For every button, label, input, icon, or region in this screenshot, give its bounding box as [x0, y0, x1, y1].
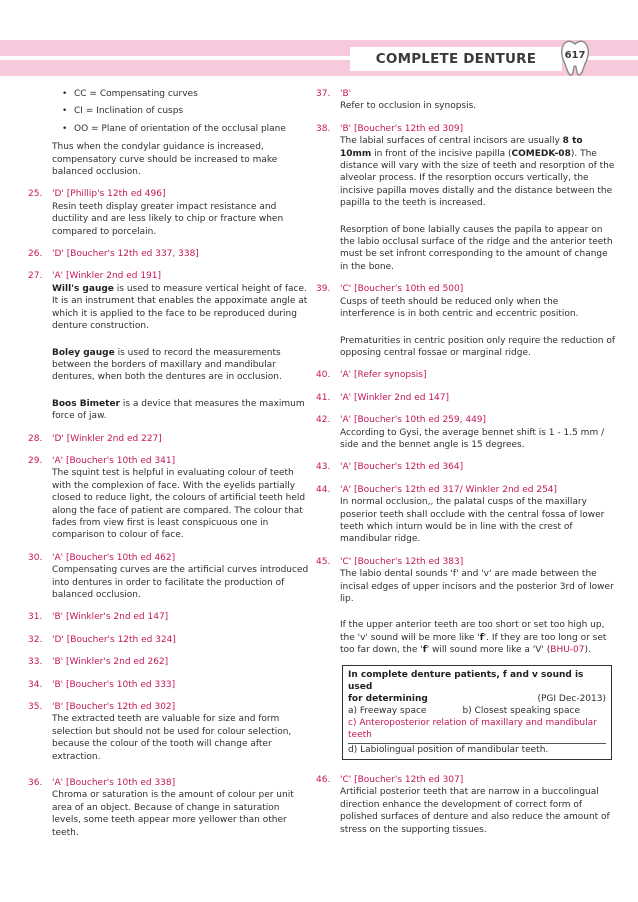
answer-explanation: Resorption of bone labially causes the papila to appear on the labio occlusal surface of the ridge and the anterior teeth must be set infront corresponding to the amount of change in the bone. [340, 224, 613, 272]
answer-reference: [Boucher's 10th ed 259, 449] [353, 415, 487, 426]
chapter-title-box [350, 47, 562, 71]
answer-number: 25. [28, 189, 43, 200]
answer-number: 26. [28, 249, 43, 260]
sound-letter: f [422, 645, 427, 656]
term-definition: is a device that measures the maximum force of jaw. [52, 398, 305, 422]
chapter-title: COMPLETE DENTURE [375, 51, 537, 67]
answer-38 [316, 123, 616, 273]
answer-number: 30. [28, 552, 43, 563]
text-run: ' will sound more like a ' [426, 645, 536, 656]
answer-number: 41. [316, 392, 331, 403]
answer-reference: [Boucher's 12th ed 302] [66, 702, 176, 713]
question-title: for determining [348, 693, 428, 704]
option-a: a) Freeway space [348, 706, 427, 717]
bullet-item: • CC = Compensating curves [62, 88, 310, 100]
answer-41 [316, 392, 616, 404]
answer-44 [316, 484, 616, 546]
answer-37 [316, 88, 616, 113]
answer-32 [28, 634, 310, 646]
answer-reference: [Winkler 2nd ed 191] [65, 271, 162, 282]
answer-explanation: According to Gysi, the average bennet shift is 1 - 1.5 mm / side and the bennet angle is 15 degrees. [340, 427, 605, 450]
answer-option: 'A' [340, 392, 352, 403]
answer-option: 'B' [340, 123, 352, 134]
bullet-list [28, 88, 310, 135]
term-definition: is used to record the measurements between the borders of maxillary and mandibular dentures, when both the dentures are in occlusion. [52, 347, 282, 383]
answer-27 [28, 270, 310, 422]
answer-option: 'A' [52, 778, 64, 789]
answer-number: 28. [28, 433, 43, 444]
answer-option: 'C' [340, 556, 352, 567]
answer-40 [316, 369, 616, 381]
answer-34 [28, 679, 310, 691]
page-number: 617 [564, 50, 586, 61]
answer-explanation: Chroma or saturation is the amount of colour per unit area of an object. Because of change in saturation levels, some teeth appear more yellower than other teeth. [52, 790, 294, 838]
answer-reference: [Refer synopsis] [353, 370, 427, 381]
answer-39 [316, 283, 616, 359]
answer-number: 27. [28, 271, 43, 282]
answer-26 [28, 248, 310, 260]
answer-explanation [340, 619, 616, 656]
answer-explanation: In normal occlusion,, the palatal cusps of the maxillary poserior teeth shall occlude with the central fossa of lower teeth which inturn would be in line with the crest of mandibular ridge. [340, 497, 605, 545]
answer-explanation: Resin teeth display greater impact resistance and ductility and are less likely to chip or fracture when compared to porcelain. [52, 201, 284, 237]
answer-explanation [340, 135, 616, 209]
answer-30 [28, 552, 310, 602]
answer-number: 40. [316, 370, 331, 381]
answer-reference: [Winkler 2nd ed 147] [353, 392, 450, 403]
question-source: (PGI Dec-2013) [537, 693, 606, 704]
answer-option: 'B' [52, 679, 64, 690]
text-run: ' ( [541, 645, 551, 656]
text-run: in front of the incisive papilla ( [371, 148, 512, 159]
answer-43 [316, 461, 616, 473]
answer-reference: [Boucher's 12th ed 364] [353, 462, 464, 473]
answer-reference: [Boucher's 12th ed 317/ Winkler 2nd ed 254] [353, 484, 558, 495]
answer-46 [316, 774, 616, 836]
answer-number: 39. [316, 284, 331, 295]
answer-number: 45. [316, 556, 331, 567]
answer-reference: [Phillip's 12th ed 496] [66, 189, 166, 200]
answer-explanation [52, 398, 310, 423]
answer-option: 'D' [52, 433, 64, 444]
answer-option: 'B' [52, 702, 64, 713]
answer-number: 29. [28, 455, 43, 466]
answer-35 [28, 701, 310, 763]
exam-code: BHU-07 [550, 645, 585, 656]
answer-reference: [Boucher's 10th ed 333] [66, 679, 176, 690]
intro-paragraph: Thus when the condylar guidance is increased, compensatory curve should be increased to make balanced occlusion. [52, 142, 278, 178]
answer-33 [28, 656, 310, 668]
answer-option: 'A' [52, 455, 64, 466]
answer-option: 'D' [52, 634, 64, 645]
answer-option: 'D' [52, 189, 64, 200]
text-run: ). The distance will vary with the size of teeth and resorption of the alveolar process. If the resorption occurs vertically, the incisive papilla moves distally and the distance between the papilla to the teeth is increased. [340, 148, 615, 209]
answer-option: 'A' [340, 370, 352, 381]
answer-31 [28, 611, 310, 623]
option-c-correct: c) Anteroposterior relation of maxillary and mandibular teeth [348, 718, 597, 741]
sound-letter: f [479, 632, 484, 643]
term-definition: is used to measure vertical height of face. It is an instrument that enables the appoximate angle at which it is applied to the face to be reproduced during denture construction. [52, 283, 308, 332]
answer-explanation: The labio dental sounds 'f' and 'v' are made between the incisal edges of upper incisors and the posterior 3rd of lower lip. [340, 569, 614, 604]
answer-option: 'B' [52, 657, 64, 668]
answer-36 [28, 777, 310, 839]
answer-option: 'A' [340, 415, 352, 426]
answer-number: 33. [28, 657, 43, 668]
answer-number: 34. [28, 679, 43, 690]
answer-reference: [Winkler's 2nd ed 262] [66, 657, 169, 668]
answer-29 [28, 455, 310, 542]
answer-reference: [Boucher's 10th ed 341] [65, 455, 176, 466]
answer-reference: [Boucher's 12th ed 307] [354, 775, 464, 786]
answer-reference: [Winkler's 2nd ed 147] [66, 612, 169, 623]
exam-code: COMEDK-08 [511, 148, 571, 159]
answer-option: 'A' [52, 271, 64, 282]
answer-reference: [Winkler 2nd ed 227] [66, 433, 162, 444]
answer-number: 43. [316, 462, 331, 473]
answer-explanation: Cusps of teeth should be reduced only when the interference is in both centric and eccentric position. [340, 296, 579, 320]
text-run: The labial surfaces of central incisors are usually [340, 136, 563, 147]
answer-number: 31. [28, 612, 43, 623]
text-run: '. If they are too long or set too far down, the ' [340, 632, 607, 656]
bullet-item: • CI = Inclination of cusps [62, 105, 310, 117]
answer-option: 'A' [52, 552, 64, 563]
answer-option: 'B' [340, 89, 352, 99]
highlight-measurement: 8 to 10mm [340, 136, 583, 159]
answer-explanation: Compensating curves are the artificial curves introduced into dentures in order to facilitate the production of balanced occlusion. [52, 565, 309, 600]
answer-28 [28, 433, 310, 445]
answer-45 [316, 556, 616, 657]
answer-25 [28, 188, 310, 238]
answer-reference: [Boucher's 12th ed 383] [354, 556, 464, 567]
answer-reference: [Boucher's 12th ed 324] [66, 634, 176, 645]
option-d: d) Labiolingual position of mandibular teeth. [348, 743, 606, 756]
answer-reference: [Boucher's 10th ed 462] [65, 552, 176, 563]
option-b: b) Closest speaking space [462, 706, 580, 717]
bullet-item: • OO = Plane of orientation of the occlusal plane [62, 123, 310, 135]
answer-reference: [Boucher's 10th ed 338] [65, 778, 176, 789]
term-wills-gauge: Will's gauge [52, 283, 114, 294]
answer-number: 32. [28, 634, 43, 645]
text-run: If the upper anterior teeth are too short or set too high up, the 'v' sound will be more like ' [340, 620, 605, 643]
answer-option: 'D' [52, 249, 64, 260]
answer-option: 'A' [340, 462, 352, 473]
question-options-row [348, 705, 606, 717]
right-column [316, 88, 616, 836]
question-title: In complete denture patients, f and v sound is used [348, 669, 584, 692]
answer-number: 44. [316, 484, 331, 495]
answer-explanation [52, 283, 310, 333]
intro-paragraph-block [28, 141, 310, 178]
question-title-row [348, 693, 606, 705]
answer-explanation: The squint test is helpful in evaluating colour of teeth with the complexion of face. With the eyelids partially closed to reduce light, the colours of artificial teeth held along the face of patient are compared. The colour that fades from view first is least conspicuous one in comparison to colour of face. [52, 468, 306, 541]
answer-option: 'B' [52, 612, 64, 623]
answer-42 [316, 414, 616, 451]
answer-reference: [Boucher's 12th ed 309] [354, 123, 464, 134]
sound-letter: V [535, 645, 542, 656]
answer-number: 36. [28, 778, 43, 789]
exam-question-box [342, 665, 612, 760]
answer-reference: [Boucher's 12th ed 337, 338] [66, 249, 199, 260]
term-boley-gauge: Boley gauge [52, 347, 115, 358]
answer-number: 37. [316, 89, 331, 99]
answer-explanation: The extracted teeth are valuable for size and form selection but should not be used for colour selection, because the colour of the tooth will change after extraction. [52, 714, 292, 762]
answer-number: 42. [316, 415, 331, 426]
answer-number: 46. [316, 775, 331, 786]
answer-option: 'A' [340, 484, 352, 495]
answer-explanation: Artificial posterior teeth that are narrow in a buccolingual direction enhance the development of correct form of polished surfaces of denture and also reduce the amount of stress on the supporting tissues. [340, 787, 610, 835]
answer-number: 38. [316, 123, 331, 134]
answer-explanation [52, 347, 310, 384]
term-boos-bimeter: Boos Bimeter [52, 398, 120, 409]
answer-explanation: Prematurities in centric position only require the reduction of opposing central fossae or marginal ridge. [340, 335, 616, 358]
answer-option: 'C' [340, 775, 352, 786]
answer-explanation: Refer to occlusion in synopsis. [340, 101, 477, 112]
answer-option: 'C' [340, 284, 352, 295]
text-run: ). [584, 645, 591, 656]
answer-reference: [Boucher's 10th ed 500] [354, 284, 464, 295]
left-column [28, 88, 310, 839]
answer-number: 35. [28, 702, 43, 713]
